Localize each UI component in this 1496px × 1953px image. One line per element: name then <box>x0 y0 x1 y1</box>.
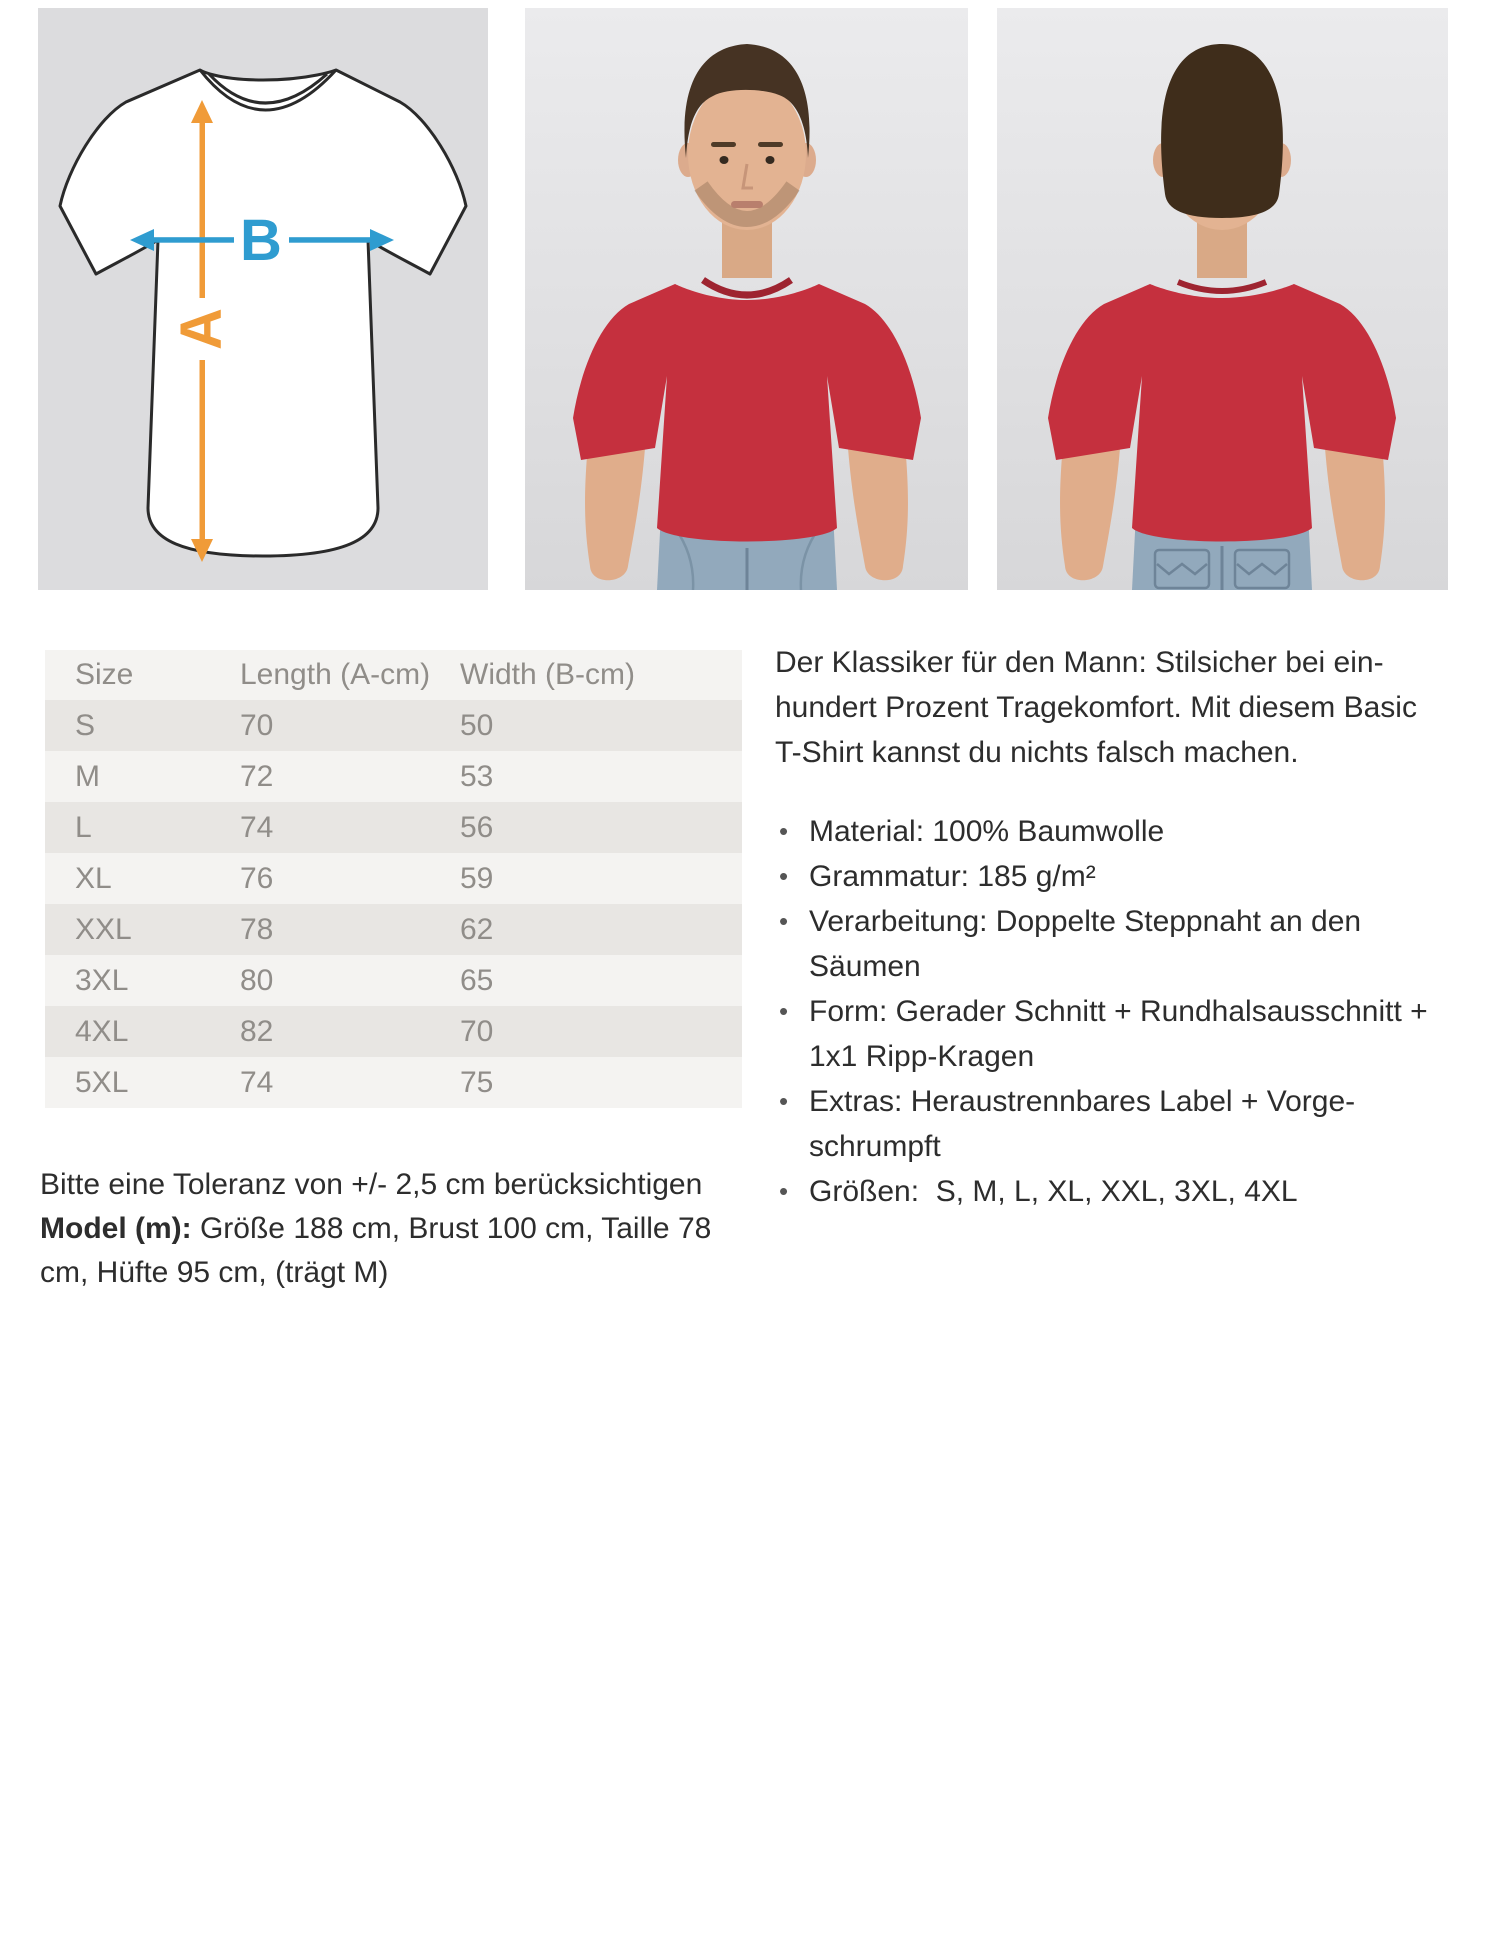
cell-width: 75 <box>460 1065 494 1099</box>
cell-length: 76 <box>240 861 274 895</box>
cell-width: 50 <box>460 708 494 742</box>
measurement-label-a: A <box>169 308 234 350</box>
table-row <box>45 853 742 904</box>
model-back-photo <box>997 8 1448 590</box>
size-diagram-image <box>38 8 488 590</box>
cell-width: 65 <box>460 963 494 997</box>
eyebrow-right <box>758 142 783 147</box>
feature-item-groessen: • Größen: S, M, L, XL, XXL, 3XL, 4XL <box>775 1169 1440 1214</box>
cell-size: 3XL <box>75 963 129 997</box>
feature-item-grammatur: • Grammatur: 185 g/m² <box>775 854 1440 899</box>
cell-size: 4XL <box>75 1014 129 1048</box>
eye-right <box>766 156 775 164</box>
cell-size: XXL <box>75 912 132 946</box>
cell-width: 59 <box>460 861 494 895</box>
tshirt-measurement-diagram <box>38 8 488 590</box>
cell-length: 72 <box>240 759 274 793</box>
description-intro: Der Klassiker für den Mann: Stilsicher bei ein-hundert Prozent Tragekomfort. Mit diesem Basic T-Shirt kannst du nichts falsch machen. <box>775 646 1417 769</box>
eyebrow-left <box>711 142 736 147</box>
front-photo-illustration <box>525 8 968 590</box>
eye-left <box>720 156 729 164</box>
measurement-notes <box>40 1163 720 1295</box>
size-table <box>45 650 742 1108</box>
cell-width: 70 <box>460 1014 494 1048</box>
header-size: Size <box>75 658 134 691</box>
cell-width: 62 <box>460 912 494 946</box>
cell-length: 82 <box>240 1014 274 1048</box>
table-row <box>45 955 742 1006</box>
model-front-photo <box>525 8 968 590</box>
cell-size: 5XL <box>75 1065 129 1099</box>
feature-item-verarbeitung: • Verarbeitung: Doppelte Steppnaht an den Säumen <box>775 899 1440 989</box>
measurement-label-b: B <box>240 208 282 273</box>
feature-item-form: • Form: Gerader Schnitt + Rundhalsausschnitt + 1x1 Ripp-Kragen <box>775 989 1440 1079</box>
feature-item-extras: • Extras: Heraustrennbares Label + Vorge-schrumpft <box>775 1079 1440 1169</box>
hair-back <box>1161 44 1283 218</box>
feature-item-material: • Material: 100% Baumwolle <box>775 809 1440 854</box>
cell-length: 80 <box>240 963 274 997</box>
tolerance-note: Bitte eine Toleranz von +/- 2,5 cm berücksichtigen <box>40 1168 703 1201</box>
table-row <box>45 700 742 751</box>
cell-size: M <box>75 759 100 793</box>
mouth <box>731 201 763 208</box>
cell-size: L <box>75 810 92 844</box>
table-row <box>45 1057 742 1108</box>
product-description <box>775 640 1440 1214</box>
table-row <box>45 802 742 853</box>
cell-length: 74 <box>240 810 274 844</box>
header-width: Width (B-cm) <box>460 658 635 691</box>
feature-list <box>775 809 1440 1214</box>
cell-width: 53 <box>460 759 494 793</box>
cell-length: 78 <box>240 912 274 946</box>
table-row <box>45 904 742 955</box>
model-info-text: Größe 188 cm, Brust 100 cm, Taille 78 cm, Hüfte 95 cm, (trägt M) <box>40 1212 712 1289</box>
cell-size: XL <box>75 861 112 895</box>
cell-size: S <box>75 708 96 742</box>
header-length: Length (A-cm) <box>240 658 431 691</box>
cell-width: 56 <box>460 810 494 844</box>
table-row <box>45 1006 742 1057</box>
back-photo-illustration <box>997 8 1448 590</box>
cell-length: 74 <box>240 1065 274 1099</box>
cell-length: 70 <box>240 708 274 742</box>
model-info-label: Model (m): <box>40 1212 192 1245</box>
size-table-header <box>45 650 742 700</box>
table-row <box>45 751 742 802</box>
